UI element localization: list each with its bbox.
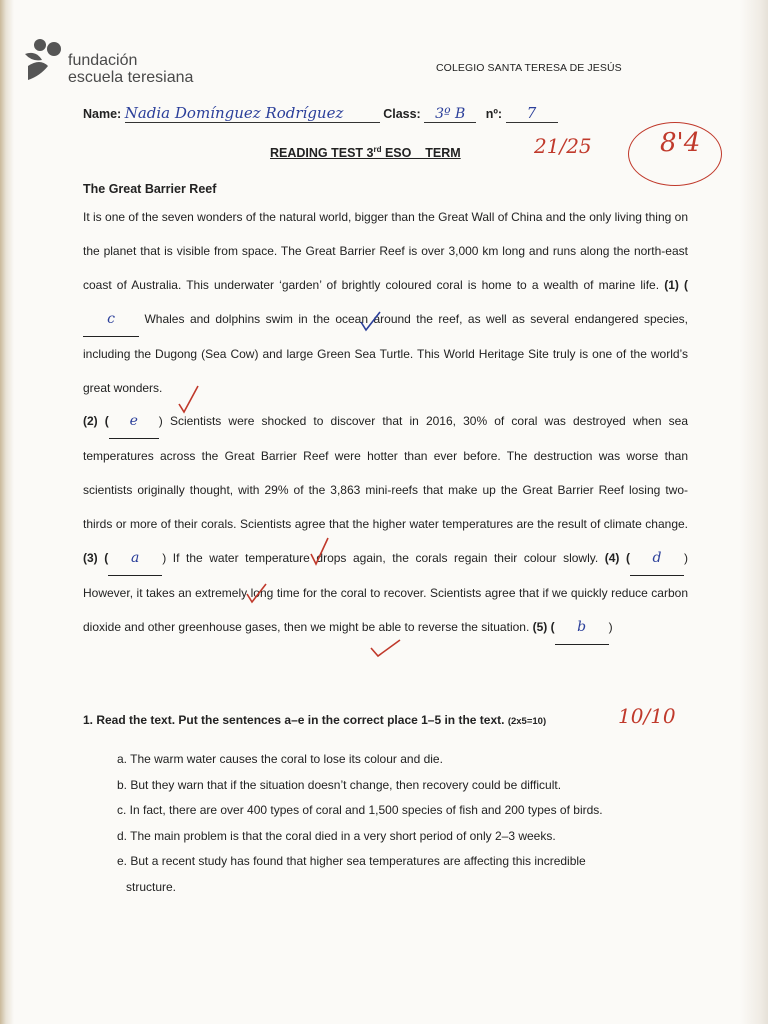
class-field[interactable] (424, 106, 476, 123)
exercise-score: 10/10 (618, 704, 676, 728)
gap-2-checkmark-icon (176, 384, 200, 414)
school-logo (22, 36, 242, 96)
gap-4-blank[interactable] (630, 541, 684, 576)
exercise-points: (2x5=10) (507, 716, 547, 727)
gap-5-answer: b (577, 619, 587, 635)
gap-4-close: ) (683, 551, 688, 565)
final-grade: 8'4 (660, 128, 701, 158)
option-e: e. But a recent study has found that higher sea temperatures are affecting this incredible (117, 854, 586, 868)
test-title-suffix: ESO TERM (381, 146, 461, 161)
number-value: 7 (526, 104, 537, 122)
paragraph-1-text-b: Whales and dolphins swim in the ocean around the reef, as well as several endangered species, including the Dugong (Sea Cow) and large Green Sea Turtle. This World Heritage Site truly is one of the world’s great wonders. (83, 312, 688, 395)
gap-5-close: ) (608, 620, 613, 634)
gap-1-label: (1) ( (664, 278, 688, 292)
number-field[interactable] (506, 104, 558, 123)
reading-heading: The Great Barrier Reef (83, 182, 217, 196)
option-e-continuation: structure. (126, 879, 177, 894)
class-label: Class: (383, 107, 421, 121)
logo-mark-icon (22, 36, 66, 82)
logo-text (68, 52, 193, 86)
logo-line-1: fundación (68, 52, 138, 69)
option-d: d. The main problem is that the coral died in a very short period of only 2–3 weeks. (117, 828, 556, 843)
gap-5-checkmark-icon (368, 636, 402, 662)
class-value: 3º B (435, 106, 466, 122)
name-value: Nadia Domínguez Rodríguez (124, 104, 344, 122)
gap-4-label: (4) ( (604, 551, 630, 565)
gap-5-label: (5) ( (532, 620, 555, 634)
options-list (117, 747, 677, 900)
gap-5-blank[interactable] (555, 610, 609, 645)
option-a: a. The warm water causes the coral to lose its colour and die. (117, 752, 443, 766)
test-title-sup: rd (373, 145, 382, 154)
logo-line-2: escuela teresiana (68, 69, 194, 86)
gap-3-answer: a (131, 550, 140, 566)
exercise-instruction (83, 713, 546, 727)
paragraph-2-text-a: Scientists were shocked to discover that in 2016, 30% of coral was destroyed when sea temperatures across the Great Barrier Reef were hotter than ever before. The destruction was worse than scientists originally thought, with 29% of the 3,863 mini-reefs that make up the Great Barrier Reef losing two-thirds or more of their corals. Scientists agree that the higher water temperatures are the result of climate change. (83, 414, 688, 531)
number-label: nº: (485, 107, 503, 121)
gap-3-checkmark-icon (308, 536, 332, 566)
gap-3-close: ) (162, 551, 167, 565)
name-label: Name: (83, 107, 122, 121)
gap-1-blank[interactable] (83, 302, 139, 337)
option-b: b. But they warn that if the situation doesn’t change, then recovery could be difficult. (117, 777, 562, 792)
reading-paragraph-1 (83, 200, 688, 405)
test-title-prefix: READING TEST 3 (270, 146, 374, 161)
gap-4-answer: d (652, 550, 662, 566)
paragraph-2-text-c: However, it takes an extremely long time for the coral to recover. Scientists agree that if we quickly reduce carbon dioxide and other greenhouse gases, then we might be able to reverse the situation. (83, 586, 688, 634)
paragraph-2-text-b: If the water temperature drops again, the corals regain their colour slowly. (172, 551, 599, 565)
gap-3-blank[interactable] (108, 541, 162, 576)
option-c: c. In fact, there are over 400 types of coral and 1,500 species of fish and 200 types of birds. (117, 803, 603, 817)
gap-3-label: (3) ( (83, 551, 109, 565)
reading-paragraph-2 (83, 404, 688, 645)
test-title (270, 145, 461, 160)
gap-1-checkmark-icon (358, 310, 382, 332)
gap-2-blank[interactable] (109, 404, 159, 439)
gap-4-checkmark-icon (244, 582, 268, 604)
gap-1-answer: c (107, 311, 115, 327)
total-score: 21/25 (534, 134, 592, 158)
paragraph-1-text-a: It is one of the seven wonders of the natural world, bigger than the Great Wall of China and the only living thing on the planet that is visible from space. The Great Barrier Reef is over 3,000 km long and runs along the north-east coast of Australia. This underwater ‘garden’ of brightly coloured coral is home to a wealth of marine life. (83, 210, 688, 292)
gap-2-answer: e (129, 413, 138, 429)
school-name: COLEGIO SANTA TERESA DE JESÚS (436, 62, 622, 74)
student-info-row (83, 104, 558, 123)
name-field[interactable] (125, 104, 380, 123)
gap-2-label: (2) ( (83, 414, 109, 428)
exercise-instruction-text: 1. Read the text. Put the sentences a–e in the correct place 1–5 in the text. (83, 713, 505, 727)
gap-2-close: ) (158, 414, 163, 428)
